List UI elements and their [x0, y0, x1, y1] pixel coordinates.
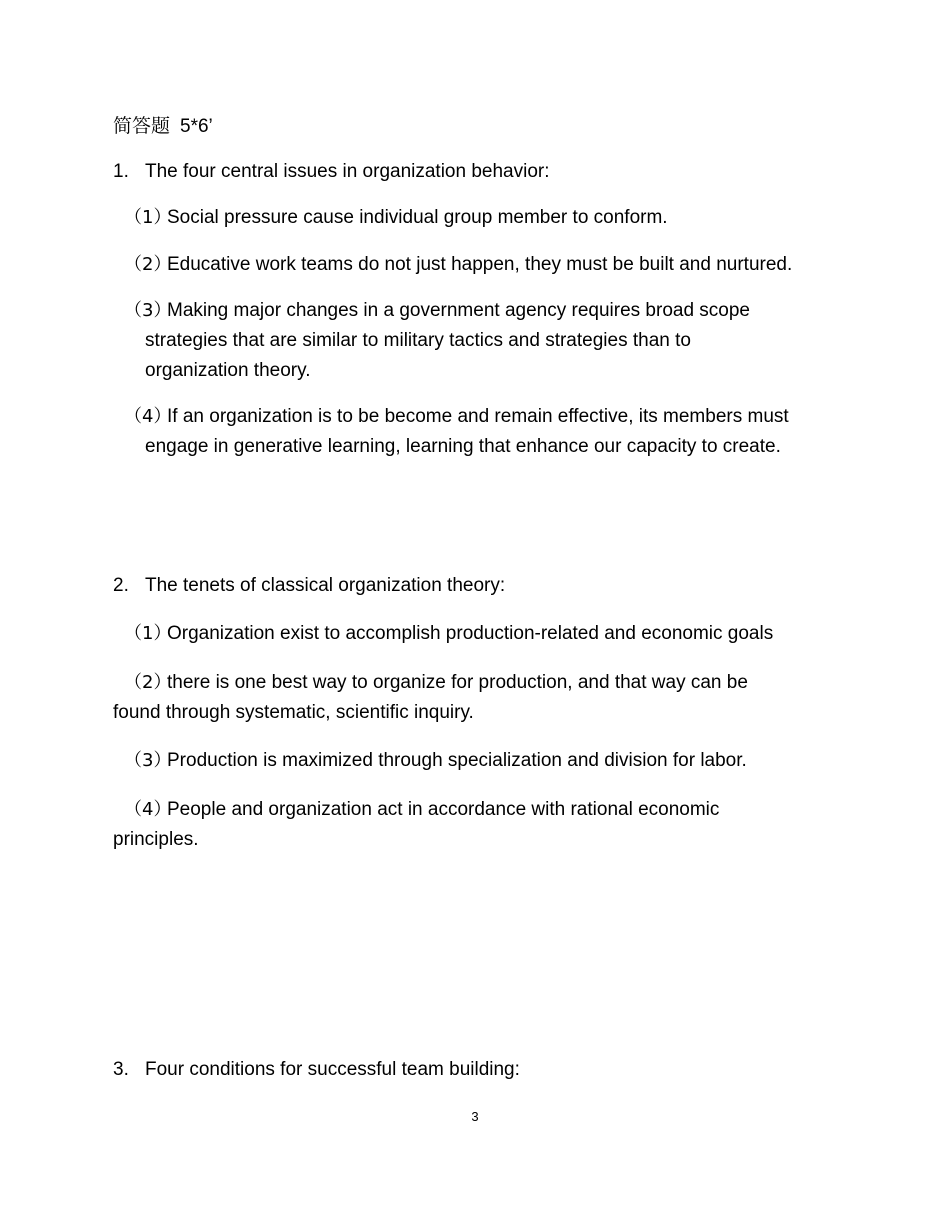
- page-number: 3: [471, 1109, 479, 1124]
- item-text-line: Educative work teams do not just happen, they must be built and nurtured.: [167, 254, 793, 275]
- item-text-line: Production is maximized through specialization and division for labor.: [167, 750, 747, 771]
- section-title-text: Four conditions for successful team building:: [145, 1059, 520, 1080]
- section-1-item-2: [124, 250, 792, 280]
- item-marker: （4）: [124, 799, 172, 820]
- item-text-line: Making major changes in a government agency requires broad scope: [167, 300, 750, 321]
- item-text-continuation: principles.: [113, 829, 199, 850]
- item-marker: （1）: [124, 623, 172, 644]
- section-2-item-2: [124, 668, 748, 698]
- section-number: 3.: [113, 1059, 129, 1080]
- section-title-text: The four central issues in organization behavior:: [145, 161, 550, 182]
- section-number: 1.: [113, 161, 129, 182]
- item-marker: （2）: [124, 672, 172, 693]
- item-marker: （3）: [124, 300, 172, 321]
- section-title-text: The tenets of classical organization theory:: [145, 575, 506, 596]
- section-2-item-3: [124, 746, 747, 776]
- heading-title: 简答题: [113, 115, 171, 137]
- section-2-item-4: [124, 795, 719, 825]
- item-marker: （4）: [124, 406, 172, 427]
- section-1-item-3: [124, 296, 750, 326]
- section-1-item-4: [124, 402, 789, 432]
- item-text-line: People and organization act in accordance with rational economic: [167, 799, 720, 820]
- exam-section-heading: [113, 111, 213, 142]
- section-2-item-1: [124, 619, 773, 649]
- section-2-title: [113, 571, 505, 601]
- item-text-line: Organization exist to accomplish production-related and economic goals: [167, 623, 774, 644]
- section-1-item-1: [124, 203, 668, 233]
- item-text-line: there is one best way to organize for production, and that way can be: [167, 672, 748, 693]
- section-number: 2.: [113, 575, 129, 596]
- item-marker: （2）: [124, 254, 172, 275]
- item-text-continuation: strategies that are similar to military tactics and strategies than to: [145, 330, 691, 351]
- item-text-continuation: engage in generative learning, learning that enhance our capacity to create.: [145, 436, 781, 457]
- heading-score: 5*6’: [180, 116, 213, 137]
- item-text-line: Social pressure cause individual group member to conform.: [167, 207, 668, 228]
- item-text-line: If an organization is to be become and remain effective, its members must: [167, 406, 789, 427]
- section-3-title: [113, 1055, 520, 1085]
- item-text-continuation: organization theory.: [145, 360, 311, 381]
- item-marker: （3）: [124, 750, 172, 771]
- item-text-continuation: found through systematic, scientific inquiry.: [113, 702, 474, 723]
- item-marker: （1）: [124, 207, 172, 228]
- section-1-title: [113, 157, 550, 187]
